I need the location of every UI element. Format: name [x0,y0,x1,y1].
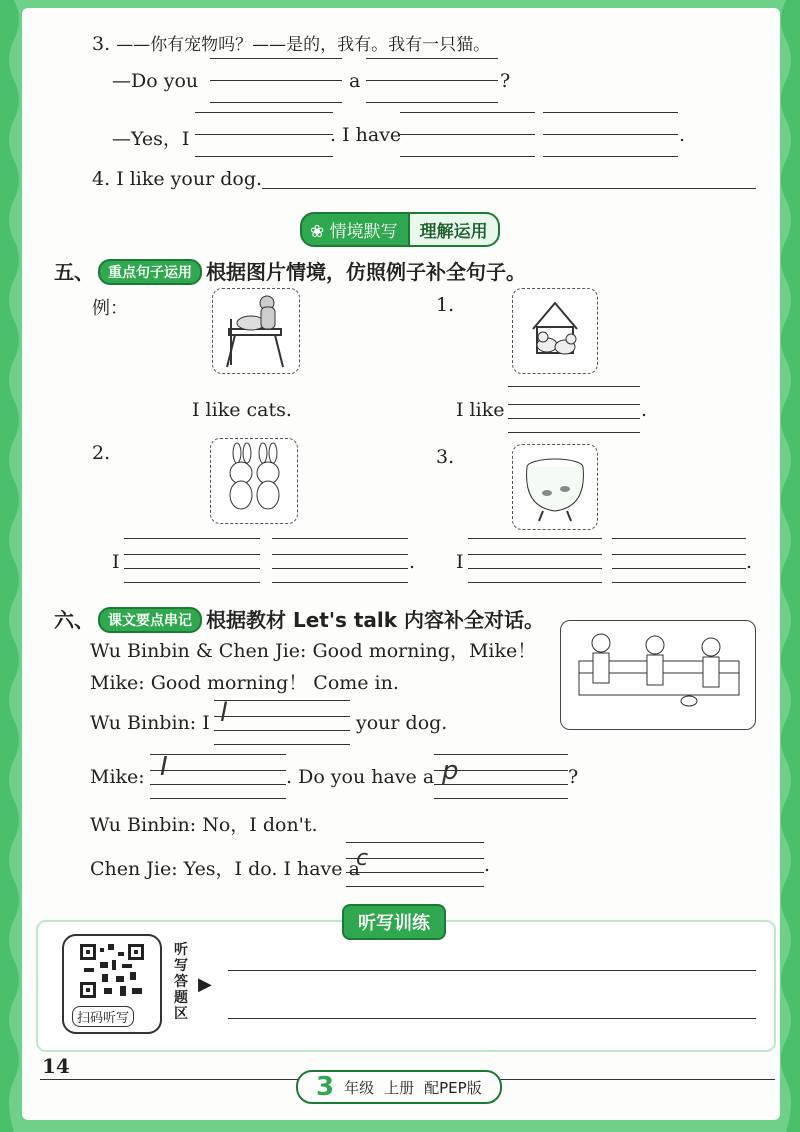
dialog-blank-like[interactable] [214,730,350,731]
item1-number: 1. [436,294,455,316]
grade-number: 3 [316,1072,335,1102]
item3-blank-2[interactable] [612,568,746,569]
right-wavy-border [776,0,800,1132]
medal-icon: ❀ [310,221,330,242]
q3-blank-5[interactable] [543,156,678,157]
banner-right-label: 理解运用 [410,212,500,247]
dialog-line-3-end: your dog. [356,712,448,734]
item1-end: . [641,399,648,421]
footer-badge [296,1070,502,1104]
q3-line2-mid: . I have [330,124,402,146]
section5-tag: 重点句子运用 [98,259,202,285]
item2-number: 2. [92,442,111,464]
listening-title: 听写训练 [342,904,446,940]
section6-title: 根据教材 Let's talk 内容补全对话。 [206,608,544,632]
item1-blank[interactable] [508,418,640,419]
q3-blank-4[interactable] [400,156,535,157]
qr-code-icon [80,944,144,998]
item2-end: . [409,551,416,573]
q3-blank-3[interactable] [195,156,333,157]
item3-blank-1[interactable] [468,568,602,569]
page-number: 14 [42,1054,70,1078]
dogs-picture [512,288,598,374]
handwritten-p: p [442,756,459,786]
example-label: 例： [92,298,128,319]
q4-prompt [92,168,262,190]
section5-heading [54,256,526,285]
handwritten-c: c [356,846,369,871]
q3-line1-end: ? [500,70,511,92]
qr-box[interactable] [62,934,162,1034]
section5-number: 五、 [54,260,94,284]
section6-number: 六、 [54,608,94,632]
example-sentence: I like cats. [192,399,292,421]
section-banner [300,214,500,244]
q3-prompt [92,30,490,55]
handwritten-l: l [220,698,228,728]
item2-blank-1[interactable] [124,568,260,569]
q3-line1-a: a [349,70,361,92]
dialog-line-5: Wu Binbin: No，I don't. [90,814,318,836]
rabbits-picture [210,438,298,524]
talk-picture [560,620,756,730]
q4-answer-line[interactable] [262,188,756,189]
arrow-icon: ▶ [198,974,212,995]
cat-on-chair-icon [213,289,299,373]
dialog-line-1: Wu Binbin & Chen Jie: Good morning，Mike！ [90,640,537,662]
q3-blank-2[interactable] [366,102,498,103]
dialog-blank-dog[interactable] [150,784,286,785]
dictation-line-2[interactable] [228,1018,756,1019]
dialog-blank-cat[interactable] [346,872,484,873]
section6-heading [54,604,544,633]
q3-blank-1[interactable] [210,102,342,103]
dialog-line-4-end: ? [568,766,579,788]
fishbowl-icon [513,445,597,529]
edition: 配PEP版 [424,1078,482,1097]
answer-area-label: 听写答题区 [174,942,188,1022]
q3-number: 3. [92,33,111,55]
cat-chair-picture [212,288,300,374]
q3-line2-start: —Yes，I [112,128,190,150]
dialog-line-2: Mike: Good morning！ Come in. [90,672,399,694]
dialog-line-3-start: Wu Binbin: I [90,712,210,734]
dialog-line-6-start: Chen Jie: Yes，I do. I have a [90,858,360,880]
item3-number: 3. [436,446,455,468]
item3-prefix: I [456,551,464,573]
dialog-line-6-end: . [484,854,491,876]
section6-tag: 课文要点串记 [98,607,202,633]
section5-title: 根据图片情境，仿照例子补全句子。 [206,260,526,284]
item2-prefix: I [112,551,120,573]
grade-suffix: 年级 [344,1078,375,1097]
rabbits-icon [211,439,297,523]
item2-blank-2[interactable] [272,568,408,569]
fishbowl-picture [512,444,598,530]
q3-line2-end: . [679,124,686,146]
q4-number: 4. [92,168,111,190]
dialog-line-4-mid: . Do you have a [286,766,435,788]
handwritten-I: I [160,752,168,782]
dialog-line-4-start: Mike: [90,766,145,788]
children-sofa-icon [561,621,755,729]
qr-label: 扫码听写 [72,1006,134,1027]
banner-left [300,212,410,247]
dog-house-icon [513,289,597,373]
dictation-line-1[interactable] [228,970,756,971]
item1-prefix: I like [456,399,505,421]
volume: 上册 [384,1078,415,1097]
q4-text: I like your dog. [116,168,263,190]
q3-chinese: ——你有宠物吗？——是的，我有。我有一只猫。 [116,35,491,55]
left-wavy-border [0,0,24,1132]
q3-line1-start: —Do you [112,70,199,92]
banner-left-label: 情境默写 [329,221,398,242]
item3-end: . [746,551,753,573]
